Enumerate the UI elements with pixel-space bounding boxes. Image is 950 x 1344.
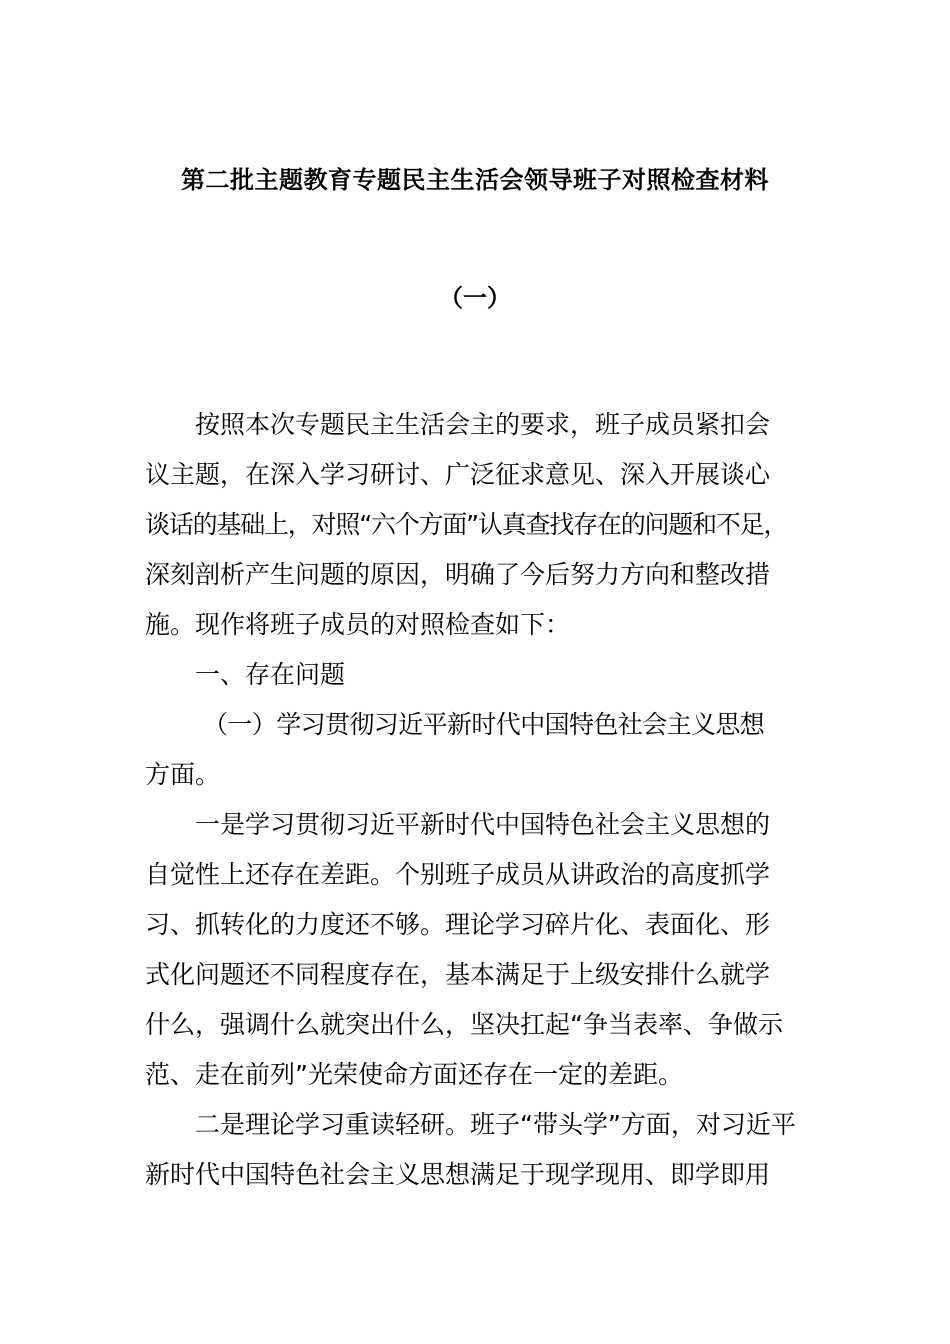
paragraph-point-two [145,1100,809,1200]
document-subtitle: （一） [439,284,511,312]
document-body [145,400,809,1200]
paragraph-line: 方面。 [145,760,221,789]
paragraph-intro [145,400,809,650]
paragraph-line: （一）学习贯彻习近平新时代中国特色社会主义思想 [203,710,765,739]
section-heading [145,650,809,700]
document-title: 第二批主题教育专题民主生活会领导班子对照检查材料 [181,166,769,194]
subsection-heading [145,700,809,800]
paragraph-line: 按照本次专题民主生活会主的要求，班子成员紧扣会 [195,410,771,439]
paragraph-line: 什么，强调什么就突出什么，坚决扛起“争当表率、争做示 [145,1010,783,1039]
paragraph-line: 二是理论学习重读轻研。班子“带头学”方面，对习近平 [195,1110,796,1139]
paragraph-line: 习、抓转化的力度还不够。理论学习碎片化、表面化、形 [145,910,771,939]
paragraph-line: 范、走在前列”光荣使命方面还存在一定的差距。 [145,1060,683,1089]
paragraph-line: 深刻剖析产生问题的原因，明确了今后努力方向和整改措 [145,560,771,589]
paragraph-line: 新时代中国特色社会主义思想满足于现学现用、即学即用 [145,1160,771,1189]
paragraph-line: 自觉性上还存在差距。个别班子成员从讲政治的高度抓学 [145,860,771,889]
paragraph-line: 式化问题还不同程度存在，基本满足于上级安排什么就学 [145,960,771,989]
paragraph-line: 谈话的基础上，对照“六个方面”认真查找存在的问题和不足， [145,510,788,539]
paragraph-line: 一是学习贯彻习近平新时代中国特色社会主义思想的 [195,810,771,839]
paragraph-line: 施。现作将班子成员的对照检查如下： [145,610,571,639]
paragraph-line: 议主题，在深入学习研讨、广泛征求意见、深入开展谈心 [145,460,771,489]
section-heading-text: 一、存在问题 [195,660,346,689]
paragraph-point-one [145,800,809,1100]
